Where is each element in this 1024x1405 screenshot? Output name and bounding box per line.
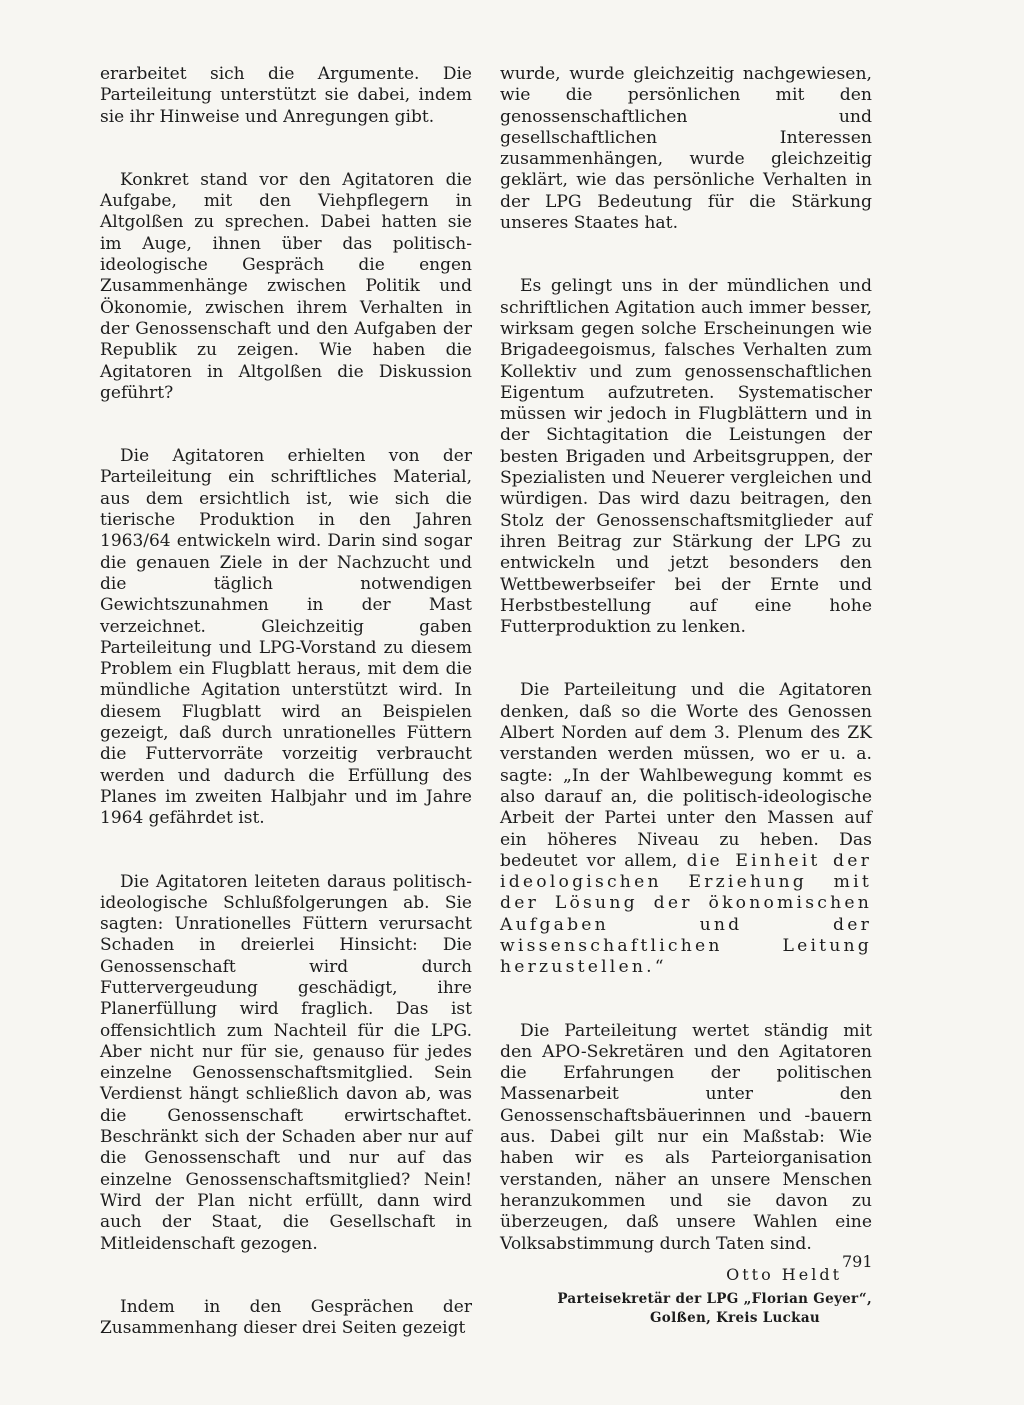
author-name: Otto Heldt <box>726 1264 842 1284</box>
quote-end: “ <box>654 957 664 978</box>
page-number: 791 <box>842 1252 873 1271</box>
paragraph: Die Agitatoren leiteten daraus politisch-ideologische Schlußfolgerungen ab. Sie sagten: Unrationelles Füttern verursacht Schaden in dreierlei Hinsicht: Die Genossenschaft wird durch Futtervergeudung geschädigt, ihre Planerfüllung wird fraglich. Das ist offensichtlich zum Nachteil für die LPG. Aber nicht nur für sie, genauso für jedes einzelne Genossenschaftsmitglied. Sein Verdienst hängt schließlich davon ab, was die Genossenschaft erwirtschaftet. Beschränkt sich der Schaden aber nur auf die Genossenschaft und nur auf das einzelne Genossenschaftsmitglied? Nein! Wird der Plan nicht erfüllt, dann wird auch der Staat, die Gesellschaft in Mitleidenschaft gezogen. <box>100 871 472 1254</box>
left-column <box>100 64 472 1339</box>
paragraph: Konkret stand vor den Agitatoren die Aufgabe, mit den Viehpflegern in Altgolßen zu sprechen. Dabei hatten sie im Auge, ihnen über das politisch-ideologische Gespräch die engen Zusammenhänge zwischen Politik und Ökonomie, zwischen ihrem Verhalten in der Genossenschaft und den Aufgaben der Republik zu zeigen. Wie haben die Agitatoren in Altgolßen die Diskussion geführt? <box>100 169 472 403</box>
paragraph: erarbeitet sich die Argumente. Die Parteileitung unterstützt sie dabei, indem sie ihr Hinweise und Anregungen gibt. <box>100 64 472 127</box>
paragraph: Indem in den Gesprächen der Zusammenhang dieser drei Seiten gezeigt <box>100 1296 472 1339</box>
quote-paragraph <box>500 680 872 978</box>
right-column <box>500 64 872 1328</box>
paragraph: Die Agitatoren erhielten von der Parteileitung ein schriftliches Material, aus dem ersichtlich ist, wie sich die tierische Produktion in den Jahren 1963/64 entwickeln wird. Darin sind sogar die genauen Ziele in der Nachzucht und die täglich notwendigen Gewichtszunahmen in der Mast verzeichnet. Gleichzeitig gaben Parteileitung und LPG-Vorstand zu diesem Problem ein Flugblatt heraus, mit dem die mündliche Agitation unterstützt wird. In diesem Flugblatt wird an Beispielen gezeigt, daß durch unrationelles Füttern die Futtervorräte vorzeitig verbraucht werden und dadurch die Erfüllung des Planes im zweiten Halbjahr und im Jahre 1964 gefährdet ist. <box>100 446 472 829</box>
quote-spaced-text: die Einheit der ideologischen Erziehung mit der Lösung der ökonomischen Aufgaben und der wissenschaftlichen Leitung herzustellen. <box>500 850 872 978</box>
paragraph: wurde, wurde gleichzeitig nachgewiesen, wie die persönlichen mit den genossenschaftlichen und gesellschaftlichen Interessen zusammenhängen, wurde gleichzeitig geklärt, wie das persönliche Verhalten in der LPG Bedeutung für die Stärkung unseres Staates hat. <box>500 64 872 234</box>
paragraph: Es gelingt uns in der mündlichen und schriftlichen Agitation auch immer besser, wirksam gegen solche Erscheinungen wie Brigadeegoismus, falsches Verhalten zum Kollektiv und zum genossenschaftlichen Eigentum aufzutreten. Systematischer müssen wir jedoch in Flugblättern und in der Sichtagitation die Leistungen der besten Brigaden und Arbeitsgruppen, der Spezialisten und Neuerer vergleichen und würdigen. Das wird dazu beitragen, den Stolz der Genossenschaftsmitglieder auf ihren Beitrag zur Stärkung der LPG zu entwickeln und jetzt besonders den Wettbewerbseifer bei der Ernte und Herbstbestellung auf eine hohe Futterproduktion zu lenken. <box>500 276 872 638</box>
author-affiliation <box>500 1290 872 1328</box>
affiliation-line: Parteisekretär der LPG „Florian Geyer“, <box>557 1290 872 1307</box>
paragraph: Die Parteileitung wertet ständig mit den APO-Sekretären und den Agitatoren die Erfahrungen der politischen Massenarbeit unter den Genossenschaftsbäuerinnen und -bauern aus. Dabei gilt nur ein Maßstab: Wie haben wir es als Parteiorganisation verstanden, näher an unsere Menschen heranzukommen und sie davon zu überzeugen, daß unsere Wahlen eine Volksabstimmung durch Taten sind. <box>500 1020 872 1254</box>
quote-intro: Die Parteileitung und die Agitatoren denken, daß so die Worte des Genossen Albert Norden auf dem 3. Plenum des ZK verstanden werden müssen, wo er u. a. sagte: „In der Wahlbewegung kommt es also darauf an, die politisch-ideologische Arbeit der Partei unter den Massen auf ein höheres Niveau zu heben. Das bedeutet vor allem, <box>500 680 872 871</box>
affiliation-line: Golßen, Kreis Luckau <box>649 1309 820 1326</box>
